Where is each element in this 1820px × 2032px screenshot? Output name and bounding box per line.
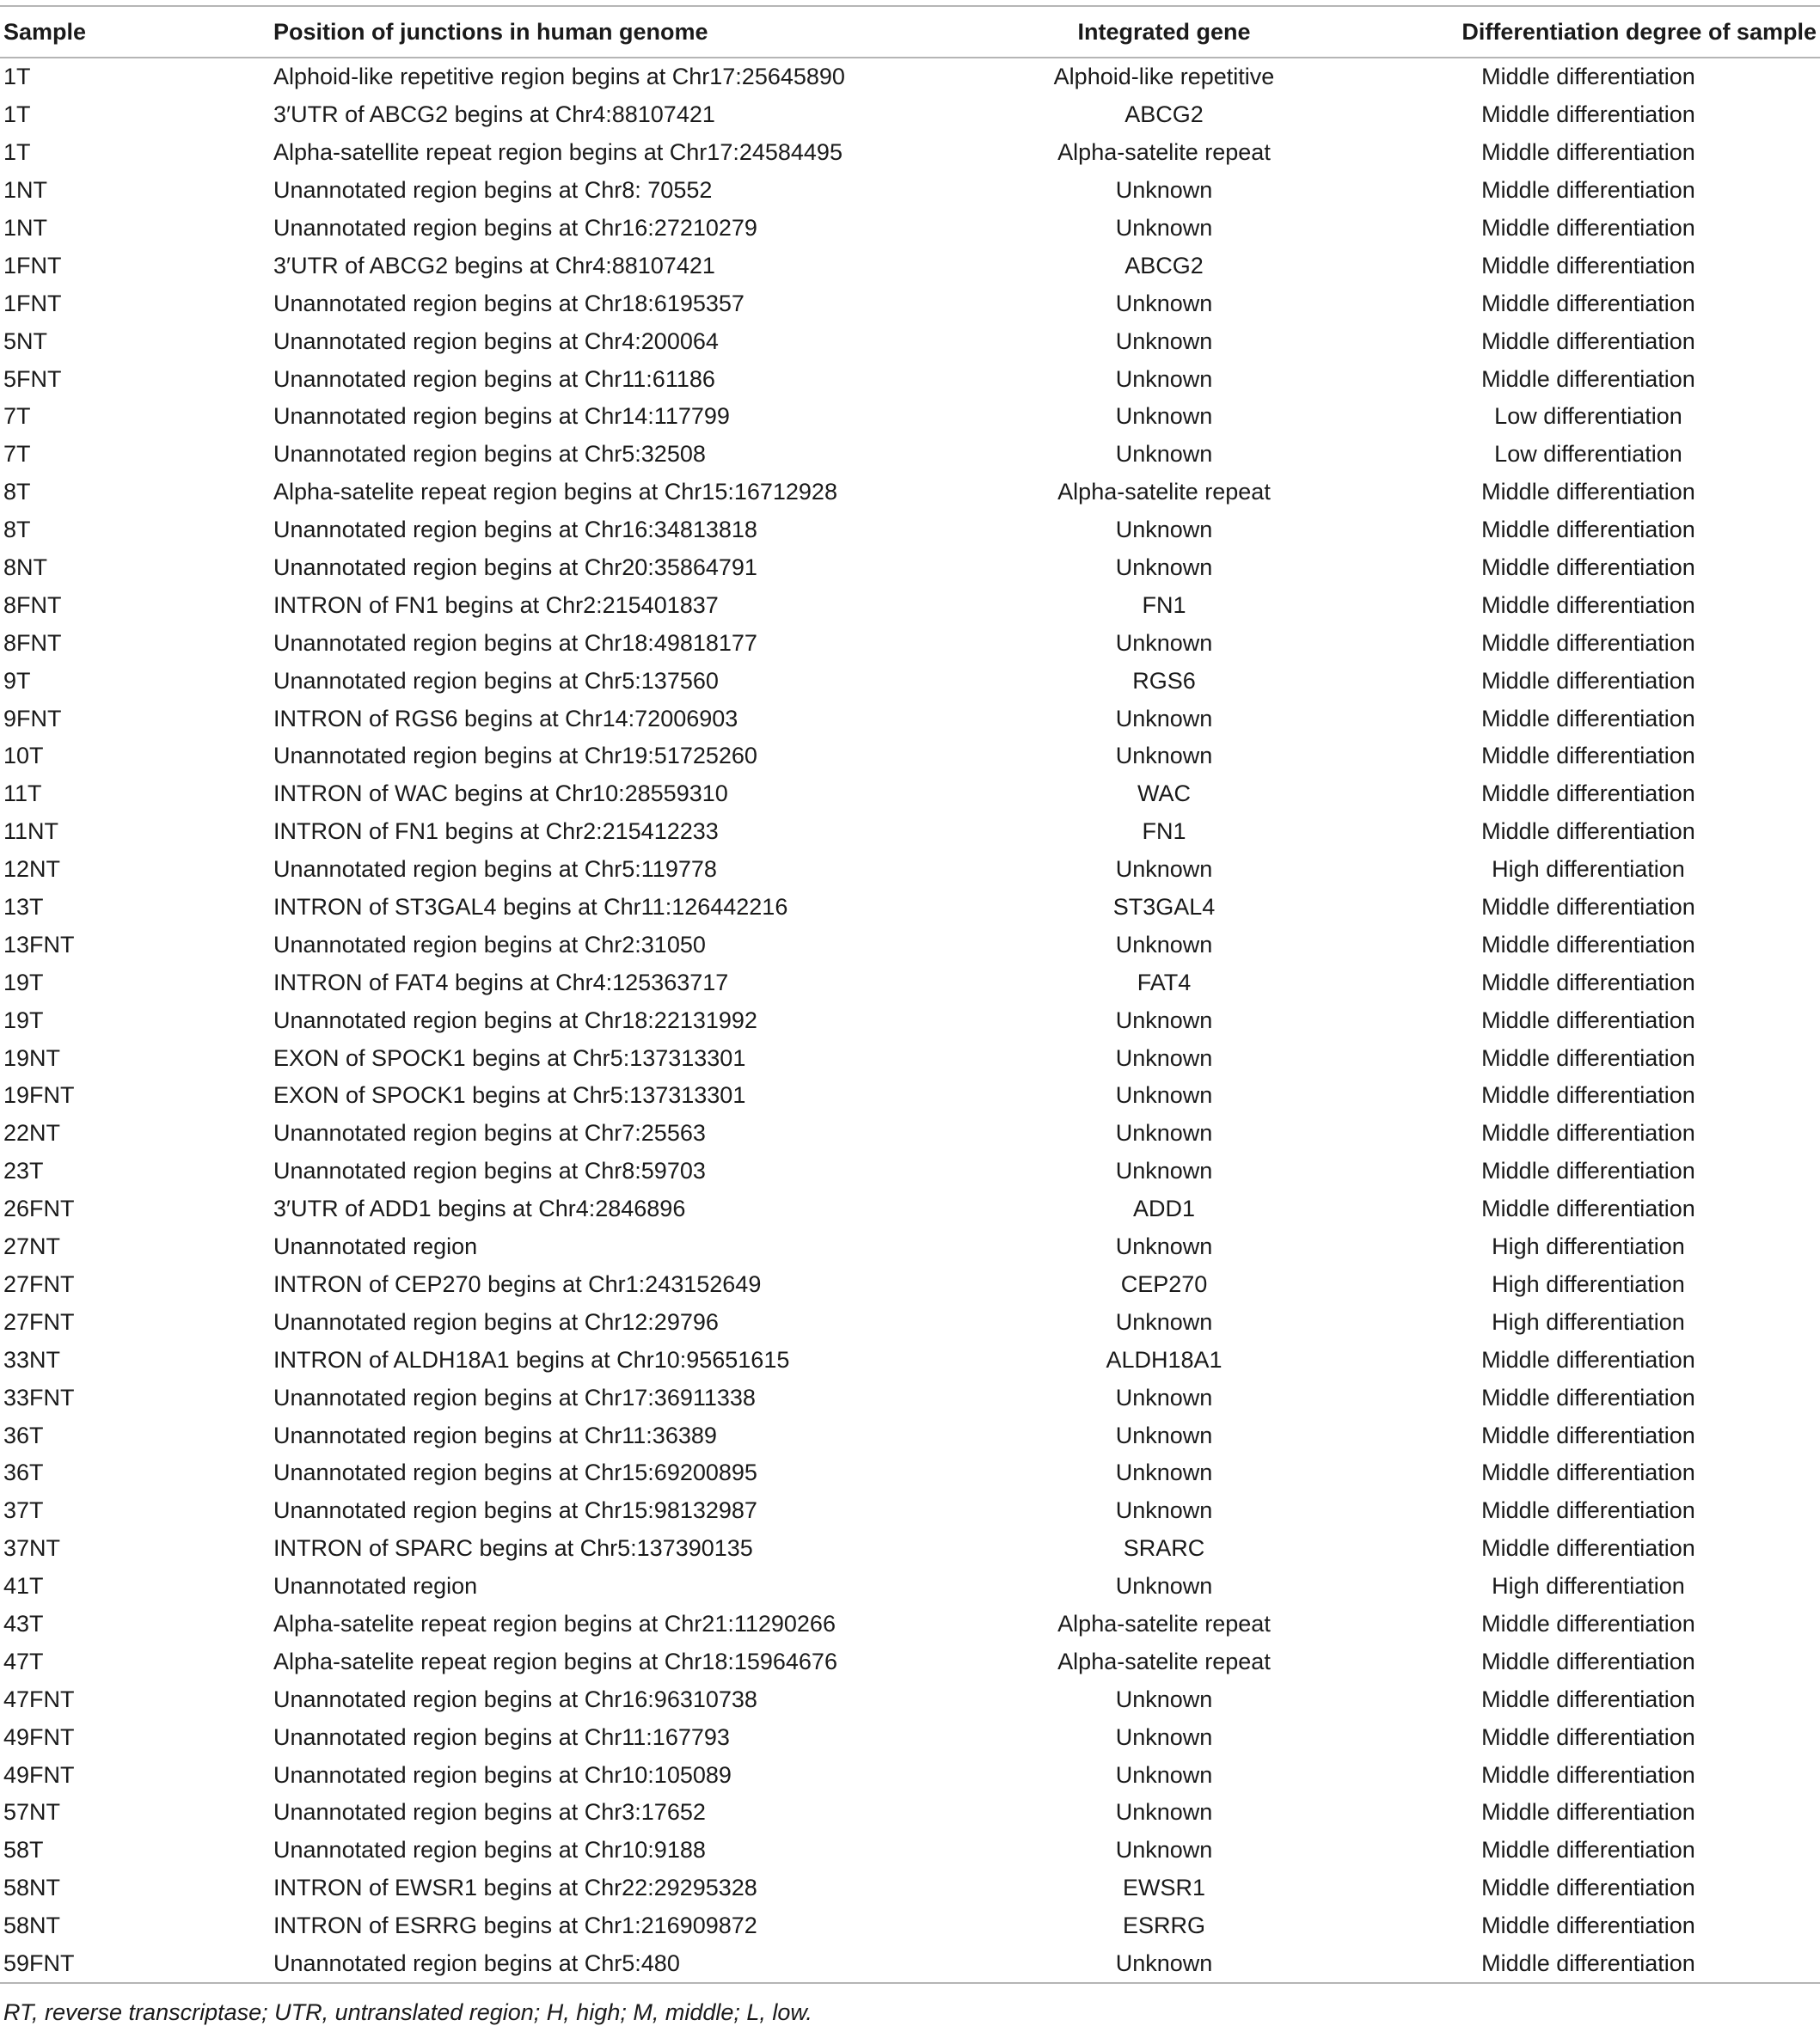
integrated-gene-cell: ABCG2	[1124, 252, 1204, 278]
table-row	[0, 926, 1820, 964]
table-row	[0, 474, 1820, 511]
table-footnote: RT, reverse transcriptase; UTR, untranslated region; H, high; M, middle; L, low.	[3, 1999, 812, 2025]
position-cell: Unannotated region begins at Chr18:22131992	[273, 1007, 757, 1033]
differentiation-cell: High differentiation	[1492, 1308, 1685, 1335]
differentiation-cell: Middle differentiation	[1481, 1761, 1695, 1788]
differentiation-cell: Middle differentiation	[1481, 591, 1695, 618]
table-row	[0, 1190, 1820, 1228]
table-row	[0, 662, 1820, 700]
integrated-gene-cell: Unknown	[1115, 441, 1213, 468]
position-cell: INTRON of FN1 begins at Chr2:215401837	[273, 591, 719, 618]
integrated-gene-cell: ADD1	[1132, 1196, 1196, 1222]
table-row	[0, 1001, 1820, 1039]
integrated-gene-cell: Unknown	[1115, 290, 1213, 316]
position-cell: Alpha-satelite repeat region begins at Chr15:16712928	[273, 479, 837, 505]
integrated-gene-cell: Unknown	[1115, 1120, 1213, 1147]
position-cell: EXON of SPOCK1 begins at Chr5:137313301	[273, 1082, 746, 1109]
integrated-gene-cell: Unknown	[1115, 327, 1213, 354]
sample-cell: 33NT	[3, 1346, 61, 1373]
position-cell: Unannotated region begins at Chr16:27210279	[273, 215, 757, 241]
integrated-gene-cell: Unknown	[1115, 517, 1213, 543]
table-row	[0, 1832, 1820, 1870]
sample-cell: 7T	[3, 441, 31, 468]
integrated-gene-cell: Unknown	[1115, 1158, 1213, 1184]
position-cell: Unannotated region	[273, 1233, 478, 1260]
table-header-row	[0, 6, 1820, 58]
sample-cell: 13T	[3, 894, 44, 921]
differentiation-cell: High differentiation	[1492, 1270, 1685, 1297]
integration-sites-table	[0, 5, 1820, 1984]
integrated-gene-cell: WAC	[1137, 780, 1191, 807]
integrated-gene-cell: FN1	[1142, 818, 1186, 845]
table-row	[0, 322, 1820, 360]
table-row	[0, 247, 1820, 285]
differentiation-cell: Middle differentiation	[1481, 1497, 1695, 1524]
integrated-gene-cell: Unknown	[1115, 403, 1213, 430]
position-cell: Unannotated region begins at Chr11:36389	[273, 1422, 717, 1448]
sample-cell: 11T	[3, 780, 42, 807]
position-cell: INTRON of RGS6 begins at Chr14:72006903	[273, 705, 738, 731]
table-row	[0, 1643, 1820, 1680]
position-cell: Unannotated region begins at Chr16:34813818	[273, 517, 757, 543]
differentiation-cell: Middle differentiation	[1481, 931, 1695, 958]
sample-cell: 8FNT	[3, 629, 62, 656]
differentiation-cell: Middle differentiation	[1300, 1945, 1820, 1984]
position-cell: Unannotated region begins at Chr18:49818177	[273, 629, 757, 656]
sample-cell: 7T	[3, 403, 31, 430]
differentiation-cell: Middle differentiation	[1481, 139, 1695, 166]
differentiation-cell: Middle differentiation	[1481, 290, 1695, 316]
table-row	[0, 1568, 1820, 1606]
table-row	[0, 172, 1820, 210]
sample-cell: 1T	[3, 139, 31, 166]
differentiation-cell: Middle differentiation	[1481, 101, 1695, 128]
header-integrated-gene: Integrated gene	[1028, 6, 1300, 58]
sample-cell: 36T	[3, 1422, 44, 1448]
table-row	[0, 624, 1820, 662]
integrated-gene-cell: Unknown	[1115, 1384, 1213, 1411]
differentiation-cell: Middle differentiation	[1481, 1082, 1695, 1109]
differentiation-cell: Middle differentiation	[1481, 969, 1695, 995]
integrated-gene-cell: Unknown	[1115, 856, 1213, 883]
integrated-gene-cell: Unknown	[1115, 743, 1213, 769]
position-cell: INTRON of FAT4 begins at Chr4:125363717	[273, 969, 729, 995]
table-row	[0, 398, 1820, 436]
position-cell: INTRON of FN1 begins at Chr2:215412233	[273, 818, 719, 845]
table-row	[0, 1606, 1820, 1643]
table-row	[0, 58, 1820, 96]
integrated-gene-cell: Unknown	[1115, 1799, 1213, 1826]
position-cell: Unannotated region begins at Chr19:51725260	[273, 743, 757, 769]
integrated-gene-cell: Unknown	[1115, 1044, 1213, 1071]
sample-cell: 1NT	[3, 215, 48, 241]
integrated-gene-cell: Unknown	[1115, 1082, 1213, 1109]
differentiation-cell: Middle differentiation	[1481, 894, 1695, 921]
integrated-gene-cell: Unknown	[1115, 177, 1213, 204]
table-row	[0, 586, 1820, 624]
position-cell: Unannotated region begins at Chr7:25563	[273, 1120, 706, 1147]
sample-cell: 33FNT	[3, 1384, 75, 1411]
differentiation-cell: Middle differentiation	[1481, 1837, 1695, 1864]
sample-cell: 36T	[3, 1460, 44, 1486]
differentiation-cell: Middle differentiation	[1481, 1422, 1695, 1448]
sample-cell: 19FNT	[3, 1082, 75, 1109]
differentiation-cell: Middle differentiation	[1481, 327, 1695, 354]
integrated-gene-cell: Alpha-satelite repeat	[1057, 1610, 1271, 1637]
table-row	[0, 1228, 1820, 1266]
sample-cell: 19T	[3, 1007, 44, 1033]
integrated-gene-cell: Unknown	[1115, 365, 1213, 392]
table-row	[0, 1379, 1820, 1417]
sample-cell: 19T	[3, 969, 44, 995]
position-cell: Unannotated region begins at Chr14:117799	[273, 403, 730, 430]
sample-cell: 19NT	[3, 1044, 61, 1071]
differentiation-cell: Middle differentiation	[1481, 1648, 1695, 1674]
position-cell: INTRON of ST3GAL4 begins at Chr11:126442216	[273, 894, 788, 921]
position-cell: 3′UTR of ABCG2 begins at Chr4:88107421	[273, 101, 715, 128]
table-row	[0, 1303, 1820, 1341]
position-cell: Unannotated region begins at Chr12:29796	[273, 1308, 719, 1335]
table-row	[0, 889, 1820, 927]
sample-cell: 1NT	[3, 177, 48, 204]
integrated-gene-cell: ABCG2	[1124, 101, 1204, 128]
table-row	[0, 210, 1820, 248]
table-row	[0, 1907, 1820, 1945]
position-cell: INTRON of ALDH18A1 begins at Chr10:95651615	[273, 1346, 790, 1373]
table-row	[0, 1153, 1820, 1190]
sample-cell: 27NT	[3, 1233, 61, 1260]
position-cell: Unannotated region begins at Chr11:167793	[273, 1723, 730, 1750]
table-row	[0, 964, 1820, 1001]
sample-cell: 8FNT	[3, 591, 62, 618]
sample-cell: 27FNT	[3, 1308, 75, 1335]
integrated-gene-cell: CEP270	[1120, 1270, 1208, 1297]
integrated-gene-cell: Unknown	[1115, 554, 1213, 581]
integrated-gene-cell: RGS6	[1132, 667, 1196, 694]
differentiation-cell: Middle differentiation	[1481, 215, 1695, 241]
sample-cell: 47T	[3, 1648, 44, 1674]
position-cell: Unannotated region begins at Chr2:31050	[273, 931, 706, 958]
sample-cell: 49FNT	[3, 1723, 75, 1750]
position-cell: Alphoid-like repetitive region begins at Chr17:25645890	[273, 64, 845, 90]
table-row	[0, 1718, 1820, 1756]
position-cell: Unannotated region begins at Chr8:59703	[273, 1158, 706, 1184]
sample-cell: 57NT	[3, 1799, 61, 1826]
integrated-gene-cell: Unknown	[1115, 1233, 1213, 1260]
integration-sites-table-container	[0, 5, 1820, 1984]
sample-cell: 1T	[3, 64, 31, 90]
sample-cell: 37T	[3, 1497, 44, 1524]
differentiation-cell: Middle differentiation	[1481, 1044, 1695, 1071]
table-row	[0, 1077, 1820, 1115]
position-cell: Unannotated region begins at Chr5:137560	[273, 667, 719, 694]
position-cell: Unannotated region begins at Chr8: 70552	[273, 177, 713, 204]
sample-cell: 1FNT	[3, 290, 62, 316]
table-row	[0, 775, 1820, 813]
integrated-gene-cell: Alpha-satelite repeat	[1057, 479, 1271, 505]
position-cell: Alpha-satelite repeat region begins at Chr18:15964676	[273, 1648, 837, 1674]
position-cell: INTRON of WAC begins at Chr10:28559310	[273, 780, 728, 807]
differentiation-cell: Middle differentiation	[1481, 64, 1695, 90]
table-row	[0, 1680, 1820, 1718]
table-row	[0, 851, 1820, 889]
differentiation-cell: Middle differentiation	[1481, 818, 1695, 845]
position-cell: EXON of SPOCK1 begins at Chr5:137313301	[273, 1044, 746, 1071]
position-cell: Unannotated region begins at Chr11:61186	[273, 365, 715, 392]
position-cell: INTRON of CEP270 begins at Chr1:243152649	[273, 1270, 762, 1297]
table-row	[0, 1115, 1820, 1153]
position-cell: Unannotated region begins at Chr5:480	[272, 1945, 1028, 1984]
integrated-gene-cell: Unknown	[1115, 1573, 1213, 1600]
table-row	[0, 1266, 1820, 1304]
sample-cell: 22NT	[3, 1120, 61, 1147]
integrated-gene-cell: Unknown	[1115, 705, 1213, 731]
position-cell: Unannotated region	[273, 1573, 478, 1600]
sample-cell: 13FNT	[3, 931, 75, 958]
table-row	[0, 1870, 1820, 1907]
integrated-gene-cell: Unknown	[1115, 1761, 1213, 1788]
differentiation-cell: Middle differentiation	[1481, 1535, 1695, 1562]
sample-cell: 1FNT	[3, 252, 62, 278]
integrated-gene-cell: ALDH18A1	[1106, 1346, 1223, 1373]
sample-cell: 58NT	[3, 1875, 61, 1901]
integrated-gene-cell: Unknown	[1115, 215, 1213, 241]
differentiation-cell: Middle differentiation	[1481, 517, 1695, 543]
table-row	[0, 360, 1820, 398]
position-cell: Unannotated region begins at Chr4:200064	[273, 327, 719, 354]
differentiation-cell: Middle differentiation	[1481, 1460, 1695, 1486]
differentiation-cell: Middle differentiation	[1481, 1346, 1695, 1373]
integrated-gene-cell: Alpha-satelite repeat	[1057, 139, 1271, 166]
table-row	[0, 738, 1820, 775]
header-differentiation: Differentiation degree of sample	[1300, 6, 1820, 58]
integrated-gene-cell: Unknown	[1115, 1723, 1213, 1750]
sample-cell: 43T	[3, 1610, 44, 1637]
differentiation-cell: Middle differentiation	[1481, 252, 1695, 278]
position-cell: Unannotated region begins at Chr15:69200895	[273, 1460, 757, 1486]
sample-cell: 27FNT	[3, 1270, 75, 1297]
table-row	[0, 1492, 1820, 1530]
sample-cell: 5FNT	[3, 365, 62, 392]
table-row	[0, 436, 1820, 474]
sample-cell: 47FNT	[3, 1686, 75, 1712]
integrated-gene-cell: Unknown	[1028, 1945, 1300, 1984]
position-cell: Unannotated region begins at Chr10:105089	[273, 1761, 732, 1788]
differentiation-cell: Middle differentiation	[1481, 1120, 1695, 1147]
differentiation-cell: Middle differentiation	[1481, 177, 1695, 204]
position-cell: 3′UTR of ADD1 begins at Chr4:2846896	[273, 1196, 686, 1222]
table-row	[0, 1945, 1820, 1984]
table-row	[0, 700, 1820, 738]
differentiation-cell: Middle differentiation	[1481, 1610, 1695, 1637]
position-cell: Alpha-satelite repeat region begins at Chr21:11290266	[273, 1610, 836, 1637]
differentiation-cell: Middle differentiation	[1481, 705, 1695, 731]
sample-cell: 41T	[3, 1573, 44, 1600]
table-body	[0, 58, 1820, 1983]
differentiation-cell: Middle differentiation	[1481, 554, 1695, 581]
integrated-gene-cell: Unknown	[1115, 931, 1213, 958]
position-cell: Alpha-satellite repeat region begins at Chr17:24584495	[273, 139, 843, 166]
table-row	[0, 1756, 1820, 1794]
sample-cell: 49FNT	[3, 1761, 75, 1788]
table-row	[0, 1417, 1820, 1454]
table-row	[0, 511, 1820, 549]
sample-cell: 1T	[3, 101, 31, 128]
integrated-gene-cell: SRARC	[1123, 1535, 1205, 1562]
differentiation-cell: High differentiation	[1492, 1573, 1685, 1600]
table-row	[0, 1530, 1820, 1568]
sample-cell: 10T	[3, 743, 44, 769]
differentiation-cell: Middle differentiation	[1481, 1913, 1695, 1939]
integrated-gene-cell: Alphoid-like repetitive	[1053, 64, 1275, 90]
table-row	[0, 1341, 1820, 1379]
integrated-gene-cell: FN1	[1142, 591, 1186, 618]
integrated-gene-cell: Unknown	[1115, 629, 1213, 656]
position-cell: Unannotated region begins at Chr17:36911338	[273, 1384, 756, 1411]
sample-cell: 23T	[3, 1158, 44, 1184]
header-position: Position of junctions in human genome	[272, 6, 1028, 58]
position-cell: Unannotated region begins at Chr15:98132987	[273, 1497, 757, 1524]
integrated-gene-cell: Unknown	[1115, 1422, 1213, 1448]
sample-cell: 9FNT	[3, 705, 62, 731]
integrated-gene-cell: Unknown	[1115, 1497, 1213, 1524]
position-cell: Unannotated region begins at Chr5:119778	[273, 856, 717, 883]
differentiation-cell: High differentiation	[1492, 856, 1685, 883]
sample-cell: 26FNT	[3, 1196, 75, 1222]
header-sample: Sample	[0, 6, 272, 58]
position-cell: Unannotated region begins at Chr5:32508	[273, 441, 706, 468]
differentiation-cell: Middle differentiation	[1481, 1799, 1695, 1826]
integrated-gene-cell: Alpha-satelite repeat	[1057, 1648, 1271, 1674]
integrated-gene-cell: ESRRG	[1122, 1913, 1206, 1939]
differentiation-cell: Middle differentiation	[1481, 479, 1695, 505]
differentiation-cell: Middle differentiation	[1481, 1007, 1695, 1033]
differentiation-cell: Middle differentiation	[1481, 629, 1695, 656]
sample-cell: 9T	[3, 667, 31, 694]
differentiation-cell: Low differentiation	[1494, 403, 1682, 430]
differentiation-cell: High differentiation	[1492, 1233, 1685, 1260]
table-row	[0, 1039, 1820, 1077]
sample-cell: 11NT	[3, 818, 59, 845]
sample-cell: 8T	[3, 479, 31, 505]
position-cell: Unannotated region begins at Chr18:6195357	[273, 290, 745, 316]
integrated-gene-cell: FAT4	[1137, 969, 1192, 995]
sample-cell: 5NT	[3, 327, 48, 354]
differentiation-cell: Middle differentiation	[1481, 667, 1695, 694]
differentiation-cell: Middle differentiation	[1481, 1723, 1695, 1750]
table-row	[0, 134, 1820, 172]
position-cell: 3′UTR of ABCG2 begins at Chr4:88107421	[273, 252, 715, 278]
position-cell: Unannotated region begins at Chr10:9188	[273, 1837, 706, 1864]
sample-cell: 8NT	[3, 554, 48, 581]
sample-cell: 37NT	[3, 1535, 61, 1562]
sample-cell: 59FNT	[0, 1945, 272, 1984]
differentiation-cell: Middle differentiation	[1481, 1686, 1695, 1712]
position-cell: INTRON of SPARC begins at Chr5:137390135	[273, 1535, 753, 1562]
position-cell: INTRON of EWSR1 begins at Chr22:29295328	[273, 1875, 757, 1901]
integrated-gene-cell: Unknown	[1115, 1460, 1213, 1486]
table-row	[0, 285, 1820, 322]
differentiation-cell: Low differentiation	[1494, 441, 1682, 468]
differentiation-cell: Middle differentiation	[1481, 780, 1695, 807]
integrated-gene-cell: EWSR1	[1122, 1875, 1206, 1901]
differentiation-cell: Middle differentiation	[1481, 1384, 1695, 1411]
differentiation-cell: Middle differentiation	[1481, 1875, 1695, 1901]
integrated-gene-cell: Unknown	[1115, 1308, 1213, 1335]
sample-cell: 58T	[3, 1837, 44, 1864]
table-row	[0, 813, 1820, 851]
differentiation-cell: Middle differentiation	[1481, 743, 1695, 769]
sample-cell: 8T	[3, 517, 31, 543]
differentiation-cell: Middle differentiation	[1481, 1196, 1695, 1222]
sample-cell: 58NT	[3, 1913, 61, 1939]
differentiation-cell: Middle differentiation	[1481, 365, 1695, 392]
table-row	[0, 96, 1820, 134]
integrated-gene-cell: Unknown	[1115, 1837, 1213, 1864]
differentiation-cell: Middle differentiation	[1481, 1158, 1695, 1184]
position-cell: Unannotated region begins at Chr16:96310738	[273, 1686, 757, 1712]
integrated-gene-cell: ST3GAL4	[1112, 894, 1216, 921]
table-row	[0, 549, 1820, 587]
position-cell: Unannotated region begins at Chr3:17652	[273, 1799, 706, 1826]
position-cell: Unannotated region begins at Chr20:35864791	[273, 554, 757, 581]
integrated-gene-cell: Unknown	[1115, 1007, 1213, 1033]
integrated-gene-cell: Unknown	[1115, 1686, 1213, 1712]
sample-cell: 12NT	[3, 856, 61, 883]
table-row	[0, 1454, 1820, 1492]
table-row	[0, 1794, 1820, 1832]
position-cell: INTRON of ESRRG begins at Chr1:216909872	[273, 1913, 757, 1939]
